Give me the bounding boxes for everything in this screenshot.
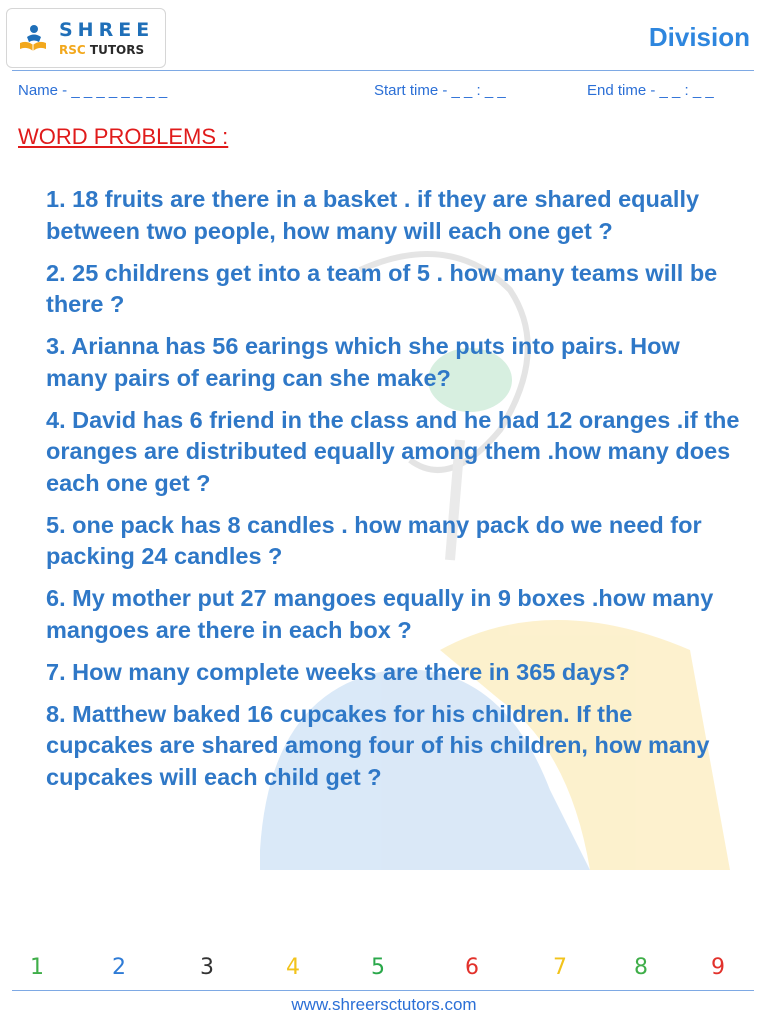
problem-item: 5. one pack has 8 candles . how many pack do we need for packing 24 candles ? <box>46 511 702 569</box>
footer-website: www.shreersctutors.com <box>291 995 477 1014</box>
logo-wordmark: SHREE <box>59 19 155 41</box>
header-divider <box>12 70 754 71</box>
start-time-field: Start time - _ _ : _ _ <box>374 82 506 99</box>
logo-subtitle <box>59 43 144 57</box>
name-field: Name - _ _ _ _ _ _ _ _ <box>18 82 168 99</box>
worksheet-title: Division <box>648 22 750 52</box>
digit-2: 2 <box>112 955 126 980</box>
digit-1: 1 <box>30 955 44 980</box>
problem-item: 6. My mother put 27 mangoes equally in 9 boxes .how many mangoes are there in each box ? <box>46 585 714 643</box>
problem-item: 7. How many complete weeks are there in 365 days? <box>46 658 630 685</box>
problem-item: 4. David has 6 friend in the class and he had 12 oranges .if the oranges are distributed equally among them .how many does each one get ? <box>46 406 740 496</box>
book-reader-logo-icon <box>17 23 49 55</box>
problem-item: 3. Arianna has 56 earings which she puts into pairs. How many pairs of earing can she make? <box>46 333 680 391</box>
digit-8: 8 <box>634 955 648 980</box>
digit-6: 6 <box>465 955 479 980</box>
problem-item: 2. 25 childrens get into a team of 5 . how many teams will be there ? <box>46 259 718 317</box>
logo-subtitle-tutors: TUTORS <box>89 43 145 57</box>
section-heading: WORD PROBLEMS : <box>18 124 229 149</box>
problem-item: 8. Matthew baked 16 cupcakes for his children. If the cupcakes are shared among four of his children, how many cupcakes will each child get ? <box>46 700 710 790</box>
end-time-field: End time - _ _ : _ _ <box>587 82 714 99</box>
problem-list <box>46 184 746 804</box>
digit-3: 3 <box>200 955 214 980</box>
footer-divider <box>12 990 754 991</box>
logo <box>6 8 166 68</box>
logo-subtitle-rsc: RSC <box>59 43 86 57</box>
digit-5: 5 <box>371 955 385 980</box>
digit-4: 4 <box>286 955 300 980</box>
digit-row <box>0 955 768 985</box>
problem-item: 1. 18 fruits are there in a basket . if they are shared equally between two people, how many will each one get ? <box>46 186 700 244</box>
digit-9: 9 <box>711 955 725 980</box>
digit-7: 7 <box>553 955 567 980</box>
